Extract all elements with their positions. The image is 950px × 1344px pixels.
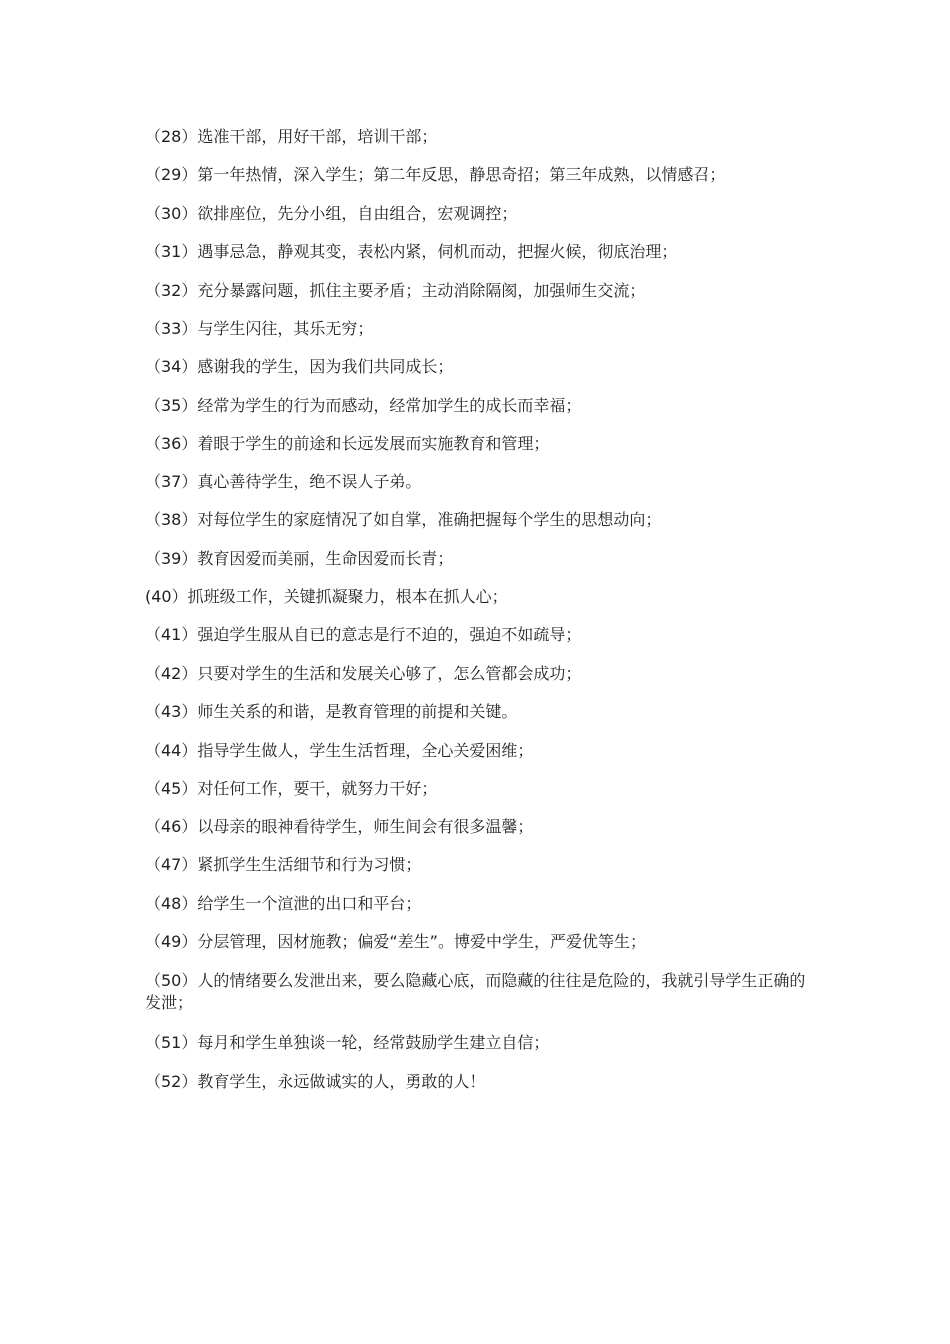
- list-item: (40）抓班级工作，关键抓凝聚力，根本在抓人心；: [145, 587, 508, 606]
- list-item: （37）真心善待学生，绝不误人子弟。: [145, 472, 422, 491]
- list-item: （51）每月和学生单独谈一轮，经常鼓励学生建立自信；: [145, 1033, 550, 1052]
- list-item: （36）着眼于学生的前途和长远发展而实施教育和管理；: [145, 434, 550, 453]
- list-item: （35）经常为学生的行为而感动，经常加学生的成长而幸福；: [145, 396, 582, 415]
- list-item: （42）只要对学生的生活和发展关心够了，怎么管都会成功；: [145, 664, 582, 683]
- list-item: （39）教育因爱而美丽，生命因爱而长青；: [145, 549, 454, 568]
- list-item: （50）人的情绪要么发泄出来，要么隐藏心底，而隐藏的往往是危险的，我就引导学生正确的发泄；: [145, 971, 806, 1012]
- list-item: （29）第一年热情，深入学生；第二年反思，静思奇招；第三年成熟，以情感召；: [145, 165, 726, 184]
- list-item: （32）充分暴露问题，抓住主要矛盾；主动消除隔阂，加强师生交流；: [145, 281, 646, 300]
- list-item: （47）紧抓学生生活细节和行为习惯；: [145, 855, 422, 874]
- list-item: （44）指导学生做人，学生生活哲理，全心关爱困维；: [145, 741, 534, 760]
- list-item: （34）感谢我的学生，因为我们共同成长；: [145, 357, 454, 376]
- list-item: （38）对每位学生的家庭情况了如自掌，准确把握每个学生的思想动向；: [145, 510, 662, 529]
- list-item: （31）遇事忌急，静观其变，表松内紧，伺机而动，把握火候，彻底治理；: [145, 242, 678, 261]
- list-item: （46）以母亲的眼神看待学生，师生间会有很多温馨；: [145, 817, 534, 836]
- list-item: （45）对任何工作，要干，就努力干好；: [145, 779, 438, 798]
- list-item: （33）与学生闪往，其乐无穷；: [145, 319, 374, 338]
- list-item: （41）强迫学生服从自已的意志是行不迫的，强迫不如疏导；: [145, 625, 582, 644]
- list-item: （48）给学生一个渲泄的出口和平台；: [145, 894, 422, 913]
- list-item: （30）欲排座位，先分小组，自由组合，宏观调控；: [145, 204, 518, 223]
- list-item: （43）师生关系的和谐，是教育管理的前提和关键。: [145, 702, 518, 721]
- list-item: （49）分层管理，因材施教；偏爱“差生”。博爱中学生，严爱优等生；: [145, 932, 646, 951]
- list-item: （52）教育学生，永远做诚实的人，勇敢的人！: [145, 1072, 486, 1091]
- list-item: （28）选准干部，用好干部，培训干部；: [145, 127, 438, 146]
